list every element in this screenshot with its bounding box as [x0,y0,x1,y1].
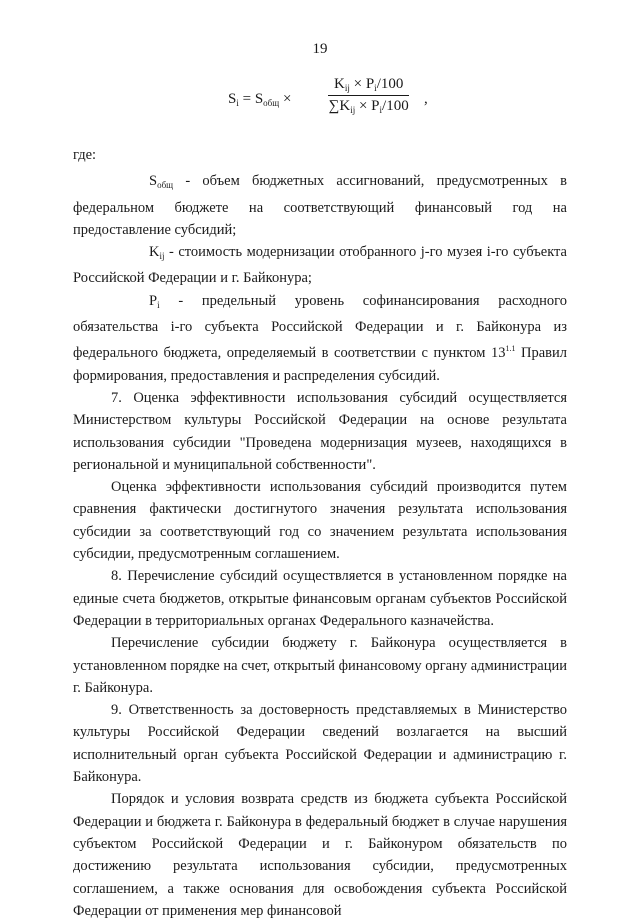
formula-denominator: $\sum K_{ij} \times P_i/100$ [328,98,409,115]
paragraph-8: 8. Перечисление субсидий осуществляется в установленном порядке на единые счета бюджетов, открытые финансовым органам субъектов Российской Федерации в территориальных органах Федерального казначейства. [73,568,567,629]
paragraph-8-baikonur: Перечисление субсидии бюджету г. Байконура осуществляется в установленном порядке на счет, открытый финансовому органу администрации г. Байконура. [73,635,567,696]
paragraph-7: 7. Оценка эффективности использования субсидий осуществляется Министерством культуры Российской Федерации на основе результата использования субсидии "Проведена модернизация музеев, находящихся в региональной и муниципальной собственности". [73,389,567,473]
formula-comma: , [424,91,428,107]
where-label: где: [73,147,97,163]
formula-fraction [328,76,409,115]
formula-numerator: $K_{ij} \times P_i/100$ [328,76,409,96]
page-number: 19 [312,41,328,57]
formula-lhs: $S_i = S_{общ}$ × [228,91,292,108]
definition-p: $P_i$ - предельный уровень софинансирования расходного обязательства i-го субъекта Российской Федерации и г. Байконура из федерального бюджета, определяемый в соответствии с пунктом $13^{1.1}$ Правил формирования, предоставления и распределения субсидий. [73,292,567,384]
document-body [73,144,567,922]
paragraph-9-refund: Порядок и условия возврата средств из бюджета субъекта Российской Федерации и бюджета г. Байконура в федеральный бюджет в случае нарушения субъектом Российской Федерации и г. Байконуром обязательств по достижению результата использования субсидии, предусмотренных соглашением, а также основания для освобождения субъекта Российской Федерации от применения мер финансовой [73,791,567,919]
paragraph-9: 9. Ответственность за достоверность представляемых в Министерство культуры Российской Федерации сведений возлагается на высший исполнительный орган субъекта Российской Федерации и администрацию г. Байконура. [73,702,567,786]
definition-k: $K_{ij}$ - стоимость модернизации отобранного j-го музея i-го субъекта Российской Федерации и г. Байконура; [73,244,567,287]
definition-s: $S_{общ}$ - объем бюджетных ассигнований, предусмотренных в федеральном бюджете на соответствующий финансовый год на предоставление субсидий; [73,173,567,238]
paragraph-7-evaluation: Оценка эффективности использования субсидий производится путем сравнения фактически достигнутого значения результата использования субсидии за соответствующий год со значением результата использования субсидии, предусмотренным соглашением. [73,479,567,563]
